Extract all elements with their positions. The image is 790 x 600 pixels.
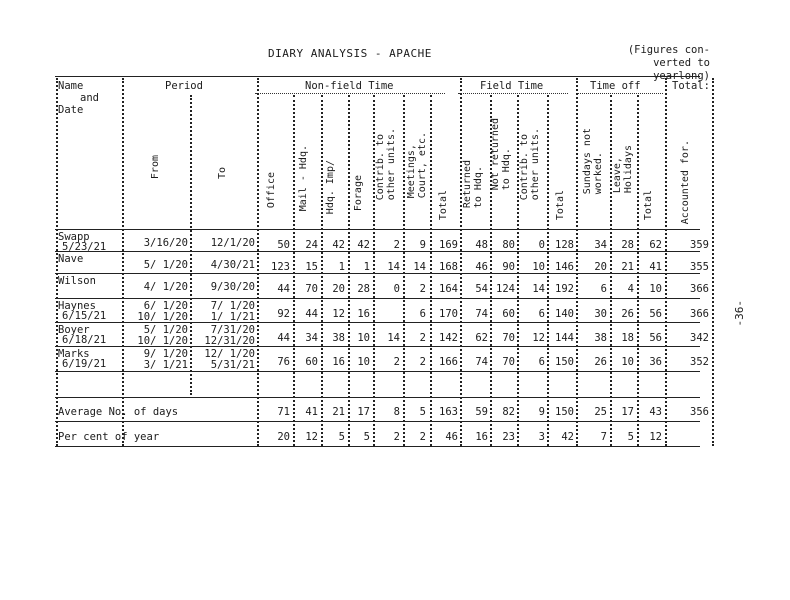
average-tf: 150 — [555, 406, 574, 418]
row-cf: 10 — [532, 261, 545, 273]
average-contrib: 8 — [393, 406, 400, 418]
vrule-meet — [430, 95, 432, 446]
percent-forage: 5 — [363, 431, 370, 443]
col-forage: Forage — [353, 175, 364, 212]
row-office: 76 — [277, 356, 290, 368]
row-acc: 352 — [690, 356, 709, 368]
row-tf: 146 — [555, 261, 574, 273]
percent-ret: 16 — [475, 431, 488, 443]
row-forage: 10 — [357, 332, 370, 344]
row-acc: 366 — [690, 308, 709, 320]
row-from: 5/ 1/20 — [143, 259, 188, 271]
row-notret: 70 — [502, 332, 515, 344]
header-date: Date — [58, 104, 84, 116]
vrule-from — [190, 95, 192, 395]
row-toff: 56 — [649, 332, 662, 344]
average-toff: 43 — [649, 406, 662, 418]
row-to: 7/31/20 12/31/20 — [204, 324, 255, 347]
row-cf: 12 — [532, 332, 545, 344]
row-meet: 2 — [419, 283, 426, 295]
row-to: 12/1/20 — [210, 237, 255, 249]
vrule-right — [712, 78, 714, 446]
row-ret: 48 — [475, 239, 488, 251]
row-leave: 4 — [627, 283, 634, 295]
row-toff: 62 — [649, 239, 662, 251]
row-tf: 150 — [555, 356, 574, 368]
col-accounted: Accounted for. — [680, 140, 691, 225]
row-from: 6/ 1/20 10/ 1/20 — [137, 300, 188, 323]
header-total: Total: — [672, 80, 710, 92]
col-not-returned: Not returned to Hdq. — [490, 118, 512, 191]
row-cf: 14 — [532, 283, 545, 295]
row-ret: 62 — [475, 332, 488, 344]
row-cf: 6 — [538, 308, 545, 320]
row-forage: 42 — [357, 239, 370, 251]
row-tf: 144 — [555, 332, 574, 344]
average-forage: 17 — [357, 406, 370, 418]
average-notret: 82 — [502, 406, 515, 418]
row-from: 3/16/20 — [143, 237, 188, 249]
col-from: From — [150, 155, 161, 180]
percent-tf: 42 — [561, 431, 574, 443]
vrule-name — [122, 78, 124, 446]
row-ret: 54 — [475, 283, 488, 295]
vrule-cf — [547, 95, 549, 446]
col-returned: Returned to Hdq. — [462, 160, 484, 209]
average-sun: 25 — [594, 406, 607, 418]
row-notret: 90 — [502, 261, 515, 273]
row-name: Haynes — [58, 300, 96, 312]
col-leave: Leave, Holidays — [612, 145, 634, 194]
row-tnf: 168 — [439, 261, 458, 273]
average-tnf: 163 — [439, 406, 458, 418]
vrule-nonfield — [460, 78, 462, 446]
rule-r3 — [55, 298, 700, 299]
rule-field-under — [458, 93, 568, 94]
percent-cf: 3 — [538, 431, 545, 443]
vrule-leave — [637, 95, 639, 446]
row-office: 92 — [277, 308, 290, 320]
row-tnf: 166 — [439, 356, 458, 368]
row-date: 6/19/21 — [62, 358, 107, 370]
row-notret: 60 — [502, 308, 515, 320]
percent-toff: 12 — [649, 431, 662, 443]
row-acc: 366 — [690, 283, 709, 295]
row-sun: 26 — [594, 356, 607, 368]
row-from: 4/ 1/20 — [143, 281, 188, 293]
row-name: Boyer — [58, 324, 90, 336]
percent-leave: 5 — [627, 431, 634, 443]
row-meet: 14 — [413, 261, 426, 273]
col-office: Office — [266, 172, 277, 209]
row-hdq: 12 — [332, 308, 345, 320]
col-hdq-imp: Hdq. Imp/ — [325, 160, 336, 215]
row-name: Nave — [58, 253, 84, 265]
vrule-contrib — [403, 95, 405, 446]
row-leave: 21 — [621, 261, 634, 273]
average-acc: 356 — [690, 406, 709, 418]
average-office: 71 — [277, 406, 290, 418]
row-from: 5/ 1/20 10/ 1/20 — [137, 324, 188, 347]
header-and: and — [80, 92, 99, 104]
row-contrib: 2 — [393, 356, 400, 368]
row-acc: 342 — [690, 332, 709, 344]
percent-meet: 2 — [419, 431, 426, 443]
row-mail: 44 — [305, 308, 318, 320]
row-toff: 56 — [649, 308, 662, 320]
col-sundays: Sundays not worked. — [582, 128, 604, 195]
vrule-office — [293, 95, 295, 446]
vrule-off — [665, 78, 667, 446]
header-field: Field Time — [480, 80, 544, 92]
row-contrib: 0 — [393, 283, 400, 295]
rule-r6 — [55, 371, 700, 372]
percent-notret: 23 — [502, 431, 515, 443]
row-leave: 10 — [621, 356, 634, 368]
row-forage: 28 — [357, 283, 370, 295]
page-title: DIARY ANALYSIS - APACHE — [268, 47, 432, 60]
row-name: Wilson — [58, 275, 96, 287]
row-date: 6/15/21 — [62, 310, 107, 322]
rule-avg — [55, 421, 700, 422]
row-cf: 0 — [538, 239, 545, 251]
vrule-field — [576, 78, 578, 446]
row-meet: 2 — [419, 356, 426, 368]
row-hdq: 16 — [332, 356, 345, 368]
row-acc: 359 — [690, 239, 709, 251]
average-label: Average No. of days — [58, 406, 179, 418]
average-meet: 5 — [419, 406, 426, 418]
percent-label: Per cent of year — [58, 431, 160, 443]
row-notret: 80 — [502, 239, 515, 251]
percent-sun: 7 — [600, 431, 607, 443]
row-tnf: 142 — [439, 332, 458, 344]
rule-top — [55, 76, 700, 77]
rule-r7 — [55, 397, 700, 398]
row-tnf: 169 — [439, 239, 458, 251]
percent-tnf: 46 — [445, 431, 458, 443]
row-mail: 34 — [305, 332, 318, 344]
row-cf: 6 — [538, 356, 545, 368]
row-to: 12/ 1/20 5/31/21 — [204, 348, 255, 371]
vrule-hdq — [348, 95, 350, 446]
col-to: To — [217, 167, 228, 180]
header-nonfield: Non-field Time — [305, 80, 394, 92]
col-mail-hdq: Mail - Hdq. — [298, 145, 309, 212]
row-meet: 6 — [419, 308, 426, 320]
row-forage: 16 — [357, 308, 370, 320]
percent-mail: 12 — [305, 431, 318, 443]
row-to: 4/30/21 — [210, 259, 255, 271]
row-date: 5/23/21 — [62, 241, 107, 253]
average-ret: 59 — [475, 406, 488, 418]
row-contrib: 14 — [387, 261, 400, 273]
row-ret: 46 — [475, 261, 488, 273]
row-toff: 10 — [649, 283, 662, 295]
percent-hdq: 5 — [338, 431, 345, 443]
row-hdq: 20 — [332, 283, 345, 295]
row-tnf: 170 — [439, 308, 458, 320]
row-mail: 70 — [305, 283, 318, 295]
row-meet: 2 — [419, 332, 426, 344]
row-sun: 20 — [594, 261, 607, 273]
header-timeoff: Time off — [590, 80, 641, 92]
rule-r1 — [55, 251, 700, 252]
row-toff: 36 — [649, 356, 662, 368]
percent-office: 20 — [277, 431, 290, 443]
row-contrib: 2 — [393, 239, 400, 251]
row-toff: 41 — [649, 261, 662, 273]
row-hdq: 1 — [338, 261, 345, 273]
row-mail: 60 — [305, 356, 318, 368]
rule-bottom — [55, 446, 700, 447]
average-hdq: 21 — [332, 406, 345, 418]
col-meetings: Meetings, Court, etc. — [406, 132, 428, 199]
percent-contrib: 2 — [393, 431, 400, 443]
figures-note: (Figures con- verted to yearlong) — [627, 44, 710, 82]
row-to: 9/30/20 — [210, 281, 255, 293]
header-name: Name — [58, 80, 84, 92]
col-total-nonfield: Total — [438, 190, 449, 221]
row-meet: 9 — [419, 239, 426, 251]
row-contrib: 14 — [387, 332, 400, 344]
rule-nonfield-under — [255, 93, 445, 94]
row-forage: 1 — [363, 261, 370, 273]
row-leave: 26 — [621, 308, 634, 320]
row-leave: 28 — [621, 239, 634, 251]
row-forage: 10 — [357, 356, 370, 368]
row-sun: 34 — [594, 239, 607, 251]
row-ret: 74 — [475, 308, 488, 320]
page-number: -36- — [733, 300, 746, 327]
row-office: 123 — [271, 261, 290, 273]
row-tnf: 164 — [439, 283, 458, 295]
row-notret: 124 — [496, 283, 515, 295]
row-name: Swapp — [58, 231, 90, 243]
row-tf: 192 — [555, 283, 574, 295]
row-tf: 140 — [555, 308, 574, 320]
col-contrib-field: Contrib. to other units. — [519, 128, 541, 201]
header-period: Period — [165, 80, 203, 92]
rule-r2 — [55, 273, 700, 274]
col-contrib-nonfield: Contrib. to other units. — [375, 128, 397, 201]
row-sun: 38 — [594, 332, 607, 344]
vrule-period — [257, 78, 259, 446]
row-mail: 15 — [305, 261, 318, 273]
average-mail: 41 — [305, 406, 318, 418]
row-notret: 70 — [502, 356, 515, 368]
row-office: 50 — [277, 239, 290, 251]
row-office: 44 — [277, 332, 290, 344]
row-name: Marks — [58, 348, 90, 360]
row-office: 44 — [277, 283, 290, 295]
row-mail: 24 — [305, 239, 318, 251]
row-hdq: 38 — [332, 332, 345, 344]
average-leave: 17 — [621, 406, 634, 418]
row-acc: 355 — [690, 261, 709, 273]
average-cf: 9 — [538, 406, 545, 418]
row-ret: 74 — [475, 356, 488, 368]
row-to: 7/ 1/20 1/ 1/21 — [210, 300, 255, 323]
row-leave: 18 — [621, 332, 634, 344]
row-sun: 30 — [594, 308, 607, 320]
row-from: 9/ 1/20 3/ 1/21 — [143, 348, 188, 371]
rule-off-under — [578, 93, 663, 94]
vrule-mail — [321, 95, 323, 446]
col-total-off: Total — [643, 190, 654, 221]
rule-header-bottom — [55, 229, 700, 230]
row-hdq: 42 — [332, 239, 345, 251]
row-date: 6/18/21 — [62, 334, 107, 346]
row-sun: 6 — [600, 283, 607, 295]
row-tf: 128 — [555, 239, 574, 251]
col-total-field: Total — [555, 190, 566, 221]
